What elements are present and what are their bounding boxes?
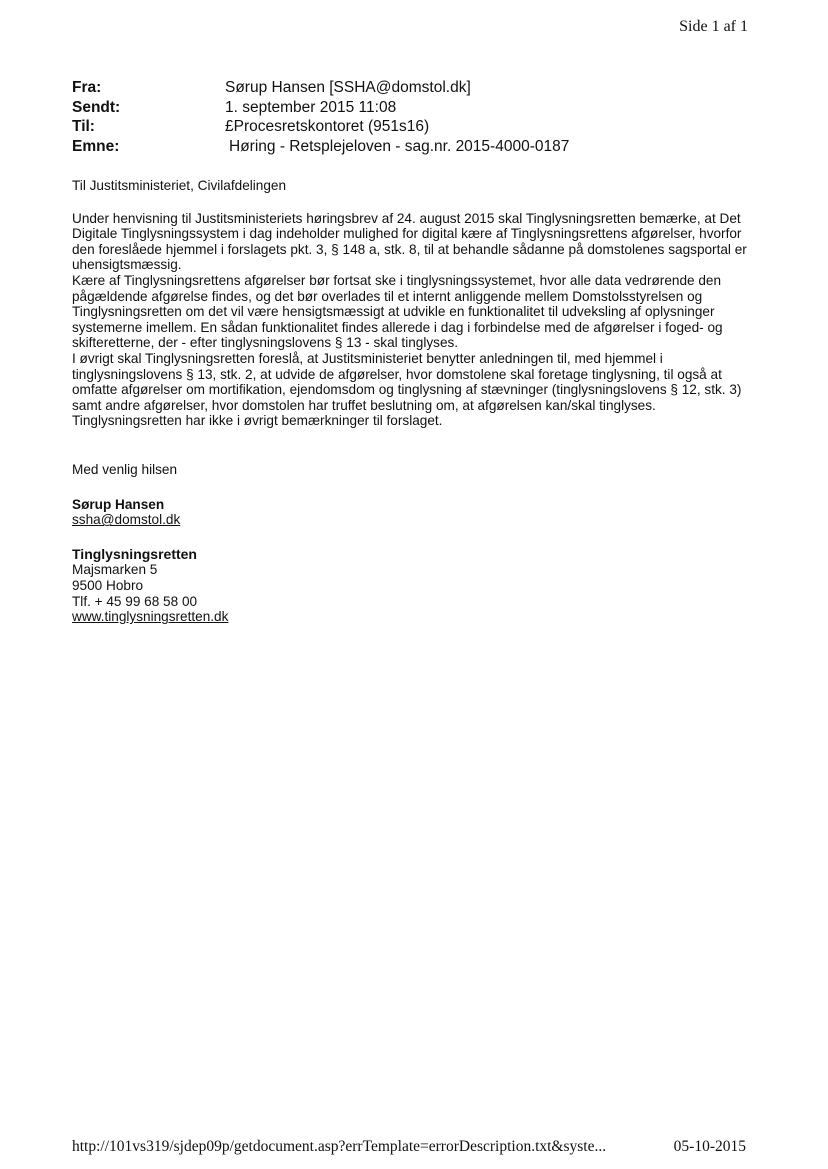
signature-address-city: 9500 Hobro bbox=[72, 577, 144, 593]
header-subject-value: Høring - Retsplejeloven - sag.nr. 2015-4000-0187 bbox=[229, 137, 570, 155]
header-to-value: £Procesretskontoret (951s16) bbox=[225, 118, 430, 135]
signature-address-street: Majsmarken 5 bbox=[72, 562, 158, 578]
header-to-label: Til: bbox=[72, 118, 95, 135]
signature-organization: Tinglysningsretten bbox=[72, 545, 197, 562]
signature-block bbox=[72, 462, 228, 625]
signature-name: Sørup Hansen bbox=[72, 496, 165, 512]
signature-email-link[interactable]: ssha@domstol.dk bbox=[72, 512, 181, 528]
header-sent-value: 1. september 2015 11:08 bbox=[225, 98, 397, 116]
body-paragraph: Kære af Tinglysningsrettens afgørelser bør fortsat ske i tinglysningssystemet, hvor alle data vedrørende den pågældende afgørelse findes, og det bør overlades til et internt anliggende mellem Domstolsstyrelsen og Tinglysningsretten om det vil være hensigtsmæssigt at udvikle en funktionalitet til udveksling af oplysninger systemerne imellem. En sådan funktionalitet findes allerede i dag i forbindelse med de afgørelser i foged- og skifteretterne, der - efter tinglysningslovens § 13 - skal tinglyses. bbox=[72, 272, 723, 351]
body-paragraph: I øvrigt skal Tinglysningsretten foreslå, at Justitsministeriet benytter anledningen til, med hjemmel i tinglysningslovens § 13, stk. 2, at udvide de afgørelser, hvor domstolene skal foretage tinglysning, til også at omfatte afgørelser om mortifikation, ejendomsdom og tinglysning af stævninger (tinglysningslovens § 12, stk. 3) samt andre afgørelser, hvor domstolen har truffet beslutning om, at afgørelsen kan/skal tinglyses. bbox=[72, 350, 742, 413]
page-number: Side 1 af 1 bbox=[679, 18, 748, 35]
email-body bbox=[72, 178, 757, 429]
footer-date: 05-10-2015 bbox=[673, 1138, 746, 1155]
signature-website-link[interactable]: www.tinglysningsretten.dk bbox=[72, 609, 229, 625]
body-paragraph: Under henvisning til Justitsministeriets høringsbrev af 24. august 2015 skal Tinglysningsretten bemærke, at Det Digitale Tinglysningssystem i dag indeholder mulighed for digital kære af Tinglysningsrettens afgørelser, hvorfor den foreslåede hjemmel i forslagets pkt. 3, § 148 a, stk. 8, til at behandle sådanne på domstolenes sagsportal er uhensigtsmæssig. bbox=[72, 210, 747, 273]
signature-phone: Tlf. + 45 99 68 58 00 bbox=[72, 593, 198, 609]
closing-salutation: Med venlig hilsen bbox=[72, 462, 178, 477]
body-paragraph: Tinglysningsretten har ikke i øvrigt bemærkninger til forslaget. bbox=[72, 413, 443, 429]
header-from-label: Fra: bbox=[72, 79, 102, 96]
header-from-value: Sørup Hansen [SSHA@domstol.dk] bbox=[225, 79, 471, 96]
header-subject-label: Emne: bbox=[72, 137, 120, 155]
greeting: Til Justitsministeriet, Civilafdelingen bbox=[72, 178, 287, 193]
header-sent-label: Sendt: bbox=[72, 98, 121, 116]
footer-url: http://101vs319/sjdep09p/getdocument.asp?errTemplate=errorDescription.txt&syste... bbox=[72, 1138, 607, 1155]
